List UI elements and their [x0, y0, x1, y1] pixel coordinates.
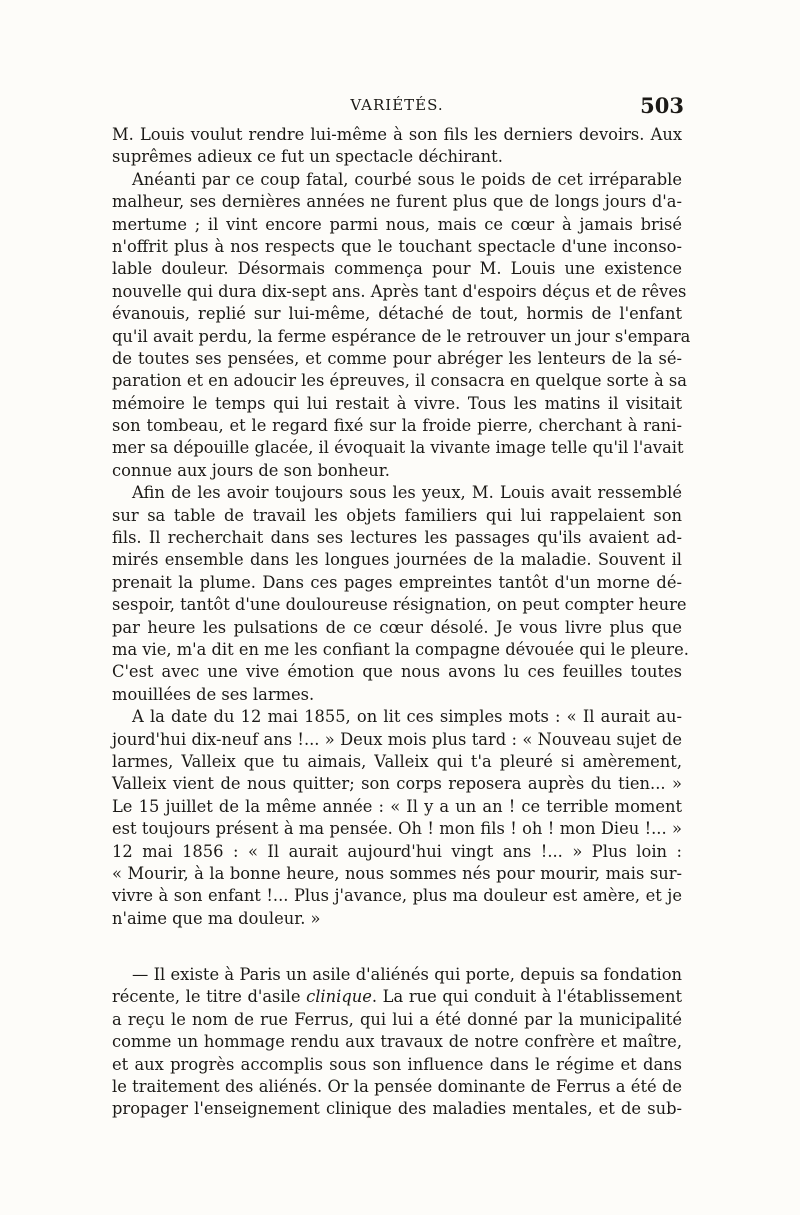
text-line: ma vie, m'a dit en me les confiant la compagne dévouée qui le pleure.	[112, 639, 689, 659]
text-line: mertume ; il vint encore parmi nous, mais ce cœur à jamais brisé	[112, 214, 682, 234]
text-line: récente, le titre d'asile clinique. La rue qui conduit à l'établissement	[112, 987, 682, 1007]
text-line: connue aux jours de son bonheur.	[112, 460, 390, 480]
text-line: évanouis, replié sur lui-même, détaché de tout, hormis de l'enfant	[112, 304, 682, 324]
page-number: 503	[640, 93, 684, 118]
text-line: « Mourir, à la bonne heure, nous sommes nés pour mourir, mais sur-	[112, 863, 682, 883]
text-line: et aux progrès accomplis sous son influence dans le régime et dans	[112, 1054, 682, 1074]
text-line: jourd'hui dix-neuf ans !... » Deux mois plus tard : « Nouveau sujet de	[112, 729, 682, 749]
text-line: Anéanti par ce coup fatal, courbé sous le poids de cet irréparable	[132, 169, 682, 189]
text-line: suprêmes adieux ce fut un spectacle déchirant.	[112, 147, 503, 167]
section-gap	[112, 930, 682, 964]
text-line: nouvelle qui dura dix-sept ans. Après tant d'espoirs déçus et de rêves	[112, 281, 687, 301]
text-line: vivre à son enfant !... Plus j'avance, plus ma douleur est amère, et je	[112, 886, 682, 906]
text-line: fils. Il recherchait dans ses lectures les passages qu'ils avaient ad-	[112, 528, 682, 548]
text-line: Valleix vient de nous quitter; son corps reposera auprès du tien... »	[112, 774, 682, 794]
text-line: mémoire le temps qui lui restait à vivre. Tous les matins il visitait	[112, 393, 682, 413]
text-line: de toutes ses pensées, et comme pour abréger les lenteurs de la sé-	[112, 348, 682, 368]
text-line: mer sa dépouille glacée, il évoquait la vivante image telle qu'il l'avait	[112, 438, 684, 458]
text-line: le traitement des aliénés. Or la pensée dominante de Ferrus a été de	[112, 1077, 682, 1097]
text-line: paration et en adoucir les épreuves, il consacra en quelque sorte à sa	[112, 371, 687, 391]
text-line: qu'il avait perdu, la ferme espérance de le retrouver un jour s'empara	[112, 326, 691, 346]
text-line: C'est avec une vive émotion que nous avons lu ces feuilles toutes	[112, 662, 682, 682]
text-line: a reçu le nom de rue Ferrus, qui lui a été donné par la municipalité	[112, 1009, 682, 1029]
body-text	[112, 124, 691, 1121]
text-line: est toujours présent à ma pensée. Oh ! mon fils ! oh ! mon Dieu !... »	[112, 819, 682, 839]
text-line: mouillées de ses larmes.	[112, 684, 315, 704]
text-line: mirés ensemble dans les longues journées de la maladie. Souvent il	[112, 550, 682, 570]
text-line: M. Louis voulut rendre lui-même à son fils les derniers devoirs. Aux	[112, 125, 682, 144]
text-line: — Il existe à Paris un asile d'aliénés qui porte, depuis sa fondation	[132, 965, 682, 985]
text-line: malheur, ses dernières années ne furent plus que de longs jours d'a-	[112, 192, 682, 212]
italic-term: clinique	[306, 987, 372, 1007]
text-line: n'offrit plus à nos respects que le touchant spectacle d'une inconso-	[112, 236, 682, 256]
text-line: A la date du 12 mai 1855, on lit ces simples mots : « Il aurait au-	[132, 707, 682, 727]
page-header	[112, 93, 684, 120]
text-line: propager l'enseignement clinique des maladies mentales, et de sub-	[112, 1099, 682, 1119]
text-line: son tombeau, et le regard fixé sur la froide pierre, cherchant à rani-	[112, 416, 682, 436]
text-line: lable douleur. Désormais commença pour M. Louis une existence	[112, 259, 682, 279]
text-line: sur sa table de travail les objets familiers qui lui rappelaient son	[112, 505, 682, 525]
text-line: Afin de les avoir toujours sous les yeux, M. Louis avait ressemblé	[132, 483, 682, 503]
text-line: 12 mai 1856 : « Il aurait aujourd'hui vingt ans !... » Plus loin :	[112, 841, 682, 861]
text-line: comme un hommage rendu aux travaux de notre confrère et maître,	[112, 1032, 682, 1052]
running-head: VARIÉTÉS.	[350, 96, 444, 114]
text-line: par heure les pulsations de ce cœur désolé. Je vous livre plus que	[112, 617, 682, 637]
text-line: larmes, Valleix que tu aimais, Valleix qui t'a pleuré si amèrement,	[112, 751, 682, 771]
text-line: prenait la plume. Dans ces pages empreintes tantôt d'un morne dé-	[112, 572, 682, 592]
text-line: Le 15 juillet de la même année : « Il y a un an ! ce terrible moment	[112, 796, 682, 816]
text-line: sespoir, tantôt d'une douloureuse résignation, on peut compter heure	[112, 595, 687, 615]
text-line: n'aime que ma douleur. »	[112, 908, 321, 928]
